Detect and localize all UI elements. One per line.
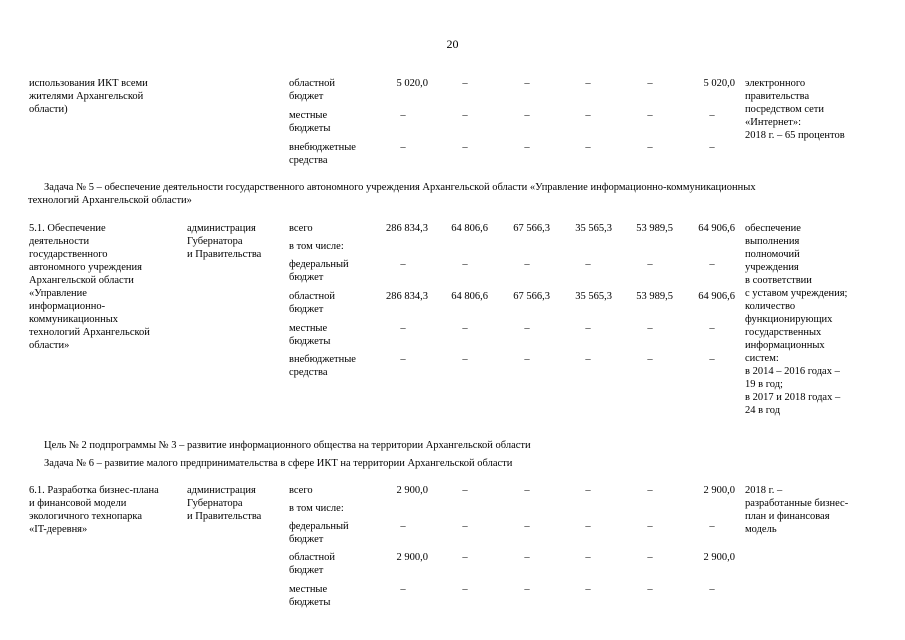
block1-funding-source: местные (289, 110, 328, 121)
block2-executor: и Правительства (187, 249, 262, 260)
block2-result: с уставом учреждения; (745, 288, 848, 299)
block2-result: систем: (745, 353, 779, 364)
block2-value-cell: 64 806,6 (451, 223, 488, 234)
block2-executor: Губернатора (187, 236, 243, 247)
block2-value-cell: – (524, 354, 530, 365)
block2-value-cell: – (524, 259, 530, 270)
block2-measure-name: технологий Архангельской (29, 327, 150, 338)
block2-executor: администрация (187, 223, 256, 234)
block3-funding-source: местные (289, 584, 328, 595)
block2-value-cell: – (709, 354, 715, 365)
block3-result: план и финансовая (745, 511, 830, 522)
block2-value-cell: 286 834,3 (386, 291, 428, 302)
block2-value-cell: – (462, 323, 468, 334)
block1-measure-name: области) (29, 104, 68, 115)
block1-value-cell: 5 020,0 (396, 78, 428, 89)
block3-value-cell: – (400, 584, 406, 595)
page-number: 20 (446, 37, 459, 51)
block3-value-cell: – (585, 552, 591, 563)
block2-value-cell: – (524, 323, 530, 334)
block1-funding-source: бюджет (289, 91, 324, 102)
block3-value-cell: – (400, 521, 406, 532)
block1-value-cell: – (585, 142, 591, 153)
block2-measure-name: области» (29, 340, 70, 351)
block3-executor: администрация (187, 485, 256, 496)
block2-measure-name: деятельности (29, 236, 90, 247)
block3-value-cell: – (585, 521, 591, 532)
block1-value-cell: – (400, 110, 406, 121)
block2-value-cell: 67 566,3 (513, 223, 550, 234)
block3-value-cell: – (709, 521, 715, 532)
block1-value-cell: – (585, 110, 591, 121)
block2-funding-source: областной (289, 291, 335, 302)
block2-result: в 2014 – 2016 годах – (745, 366, 840, 377)
block2-value-cell: 286 834,3 (386, 223, 428, 234)
block2-value-cell: – (647, 354, 653, 365)
block3-value-cell: 2 900,0 (703, 485, 735, 496)
block1-value-cell: – (462, 142, 468, 153)
goal-2-heading: Цель № 2 подпрограммы № 3 – развитие информационного общества на территории Архангельской области (44, 440, 531, 451)
block3-funding-source: областной (289, 552, 335, 563)
block1-funding-source: внебюджетные (289, 142, 356, 153)
block3-measure-name: экологичного технопарка (29, 511, 143, 522)
block3-value-cell: – (524, 521, 530, 532)
block1-value-cell: – (524, 110, 530, 121)
block1-value-cell: – (647, 142, 653, 153)
block2-value-cell: – (400, 323, 406, 334)
block3-result: 2018 г. – (745, 485, 783, 496)
block2-value-cell: – (400, 354, 406, 365)
block3-value-cell: – (647, 584, 653, 595)
block2-funding-source: средства (289, 367, 328, 378)
block3-measure-name: «IT-деревня» (29, 524, 88, 535)
block3-value-cell: – (647, 485, 653, 496)
block2-value-cell: – (647, 323, 653, 334)
block2-value-cell: – (462, 354, 468, 365)
block1-value-cell: 5 020,0 (703, 78, 735, 89)
block2-funding-source: внебюджетные (289, 354, 356, 365)
block3-value-cell: – (709, 584, 715, 595)
block2-value-cell: 53 989,5 (636, 223, 673, 234)
block3-value-cell: – (585, 485, 591, 496)
block3-funding-source: всего (289, 485, 313, 496)
block3-result: модель (745, 524, 777, 535)
block1-result: 2018 г. – 65 процентов (745, 130, 845, 141)
block2-value-cell: – (585, 354, 591, 365)
block2-funding-source: местные (289, 323, 328, 334)
block3-measure-name: 6.1. Разработка бизнес-плана (29, 485, 159, 496)
block2-result: информационных (745, 340, 825, 351)
block1-value-cell: – (585, 78, 591, 89)
block2-measure-name: автономного учреждения (29, 262, 142, 273)
block3-value-cell: 2 900,0 (396, 552, 428, 563)
block1-value-cell: – (400, 142, 406, 153)
block2-result: функционирующих (745, 314, 833, 325)
block3-executor: и Правительства (187, 511, 262, 522)
block2-measure-name: «Управление (29, 288, 87, 299)
block2-value-cell: 67 566,3 (513, 291, 550, 302)
block2-funding-source: бюджет (289, 272, 324, 283)
block3-value-cell: – (462, 552, 468, 563)
block2-value-cell: 35 565,3 (575, 223, 612, 234)
block2-result: учреждения (745, 262, 799, 273)
block3-executor: Губернатора (187, 498, 243, 509)
block1-result: посредством сети (745, 104, 825, 115)
block1-value-cell: – (709, 110, 715, 121)
block2-result: выполнения (745, 236, 800, 247)
block3-value-cell: – (647, 521, 653, 532)
block2-measure-name: Архангельской области (29, 275, 134, 286)
block3-result: разработанные бизнес- (745, 498, 849, 509)
block1-value-cell: – (524, 142, 530, 153)
block2-result: обеспечение (745, 223, 801, 234)
block3-value-cell: – (524, 584, 530, 595)
block1-value-cell: – (524, 78, 530, 89)
block2-result: полномочий (745, 249, 800, 260)
block3-value-cell: 2 900,0 (703, 552, 735, 563)
block1-value-cell: – (709, 142, 715, 153)
block1-value-cell: – (647, 110, 653, 121)
block3-value-cell: – (462, 584, 468, 595)
block1-funding-source: областной (289, 78, 335, 89)
block3-value-cell: – (462, 521, 468, 532)
block3-value-cell: – (524, 552, 530, 563)
block2-result: в 2017 и 2018 годах – (745, 392, 841, 403)
block1-value-cell: – (647, 78, 653, 89)
block1-measure-name: жителями Архангельской (29, 91, 144, 102)
block3-funding-source: бюджет (289, 534, 324, 545)
block3-funding-source: бюджет (289, 565, 324, 576)
block2-value-cell: – (709, 259, 715, 270)
block1-value-cell: – (462, 78, 468, 89)
block3-value-cell: – (524, 485, 530, 496)
block2-funding-source: всего (289, 223, 313, 234)
block2-funding-source: федеральный (289, 259, 349, 270)
block2-result: количество (745, 301, 796, 312)
block1-measure-name: использования ИКТ всеми (29, 78, 148, 89)
block2-result: 24 в год (745, 405, 781, 416)
block2-value-cell: – (647, 259, 653, 270)
block2-value-cell: – (585, 323, 591, 334)
block1-value-cell: – (462, 110, 468, 121)
block2-result: 19 в год; (745, 379, 783, 390)
task-5-line-1: Задача № 5 – обеспечение деятельности государственного автономного учреждения Архангельской области «Управление информационно-коммуникационных (44, 182, 756, 193)
block2-value-cell: 53 989,5 (636, 291, 673, 302)
task-5-line-2: технологий Архангельской области» (28, 195, 192, 206)
block3-value-cell: – (647, 552, 653, 563)
block2-result: в соответствии (745, 275, 812, 286)
block1-funding-source: средства (289, 155, 328, 166)
block2-funding-source: бюджет (289, 304, 324, 315)
block2-funding-source: бюджеты (289, 336, 331, 347)
block2-funding-source: в том числе: (289, 241, 344, 252)
block1-funding-source: бюджеты (289, 123, 331, 134)
block3-value-cell: 2 900,0 (396, 485, 428, 496)
block3-measure-name: и финансовой модели (29, 498, 127, 509)
block2-value-cell: 64 806,6 (451, 291, 488, 302)
block1-result: электронного (745, 78, 806, 89)
block1-result: «Интернет»: (745, 117, 801, 128)
block2-measure-name: 5.1. Обеспечение (29, 223, 106, 234)
block2-value-cell: 64 906,6 (698, 291, 735, 302)
block2-value-cell: – (462, 259, 468, 270)
block3-funding-source: бюджеты (289, 597, 331, 608)
block1-result: правительства (745, 91, 810, 102)
block3-funding-source: федеральный (289, 521, 349, 532)
block2-measure-name: государственного (29, 249, 108, 260)
block2-value-cell: – (585, 259, 591, 270)
block2-value-cell: 35 565,3 (575, 291, 612, 302)
block2-value-cell: – (709, 323, 715, 334)
task-6-heading: Задача № 6 – развитие малого предпринимательства в сфере ИКТ на территории Архангельской области (44, 458, 513, 469)
block3-value-cell: – (462, 485, 468, 496)
block2-value-cell: – (400, 259, 406, 270)
block2-value-cell: 64 906,6 (698, 223, 735, 234)
block2-result: государственных (745, 327, 822, 338)
block3-funding-source: в том числе: (289, 503, 344, 514)
block3-value-cell: – (585, 584, 591, 595)
block2-measure-name: информационно- (29, 301, 106, 312)
block2-measure-name: коммуникационных (29, 314, 119, 325)
